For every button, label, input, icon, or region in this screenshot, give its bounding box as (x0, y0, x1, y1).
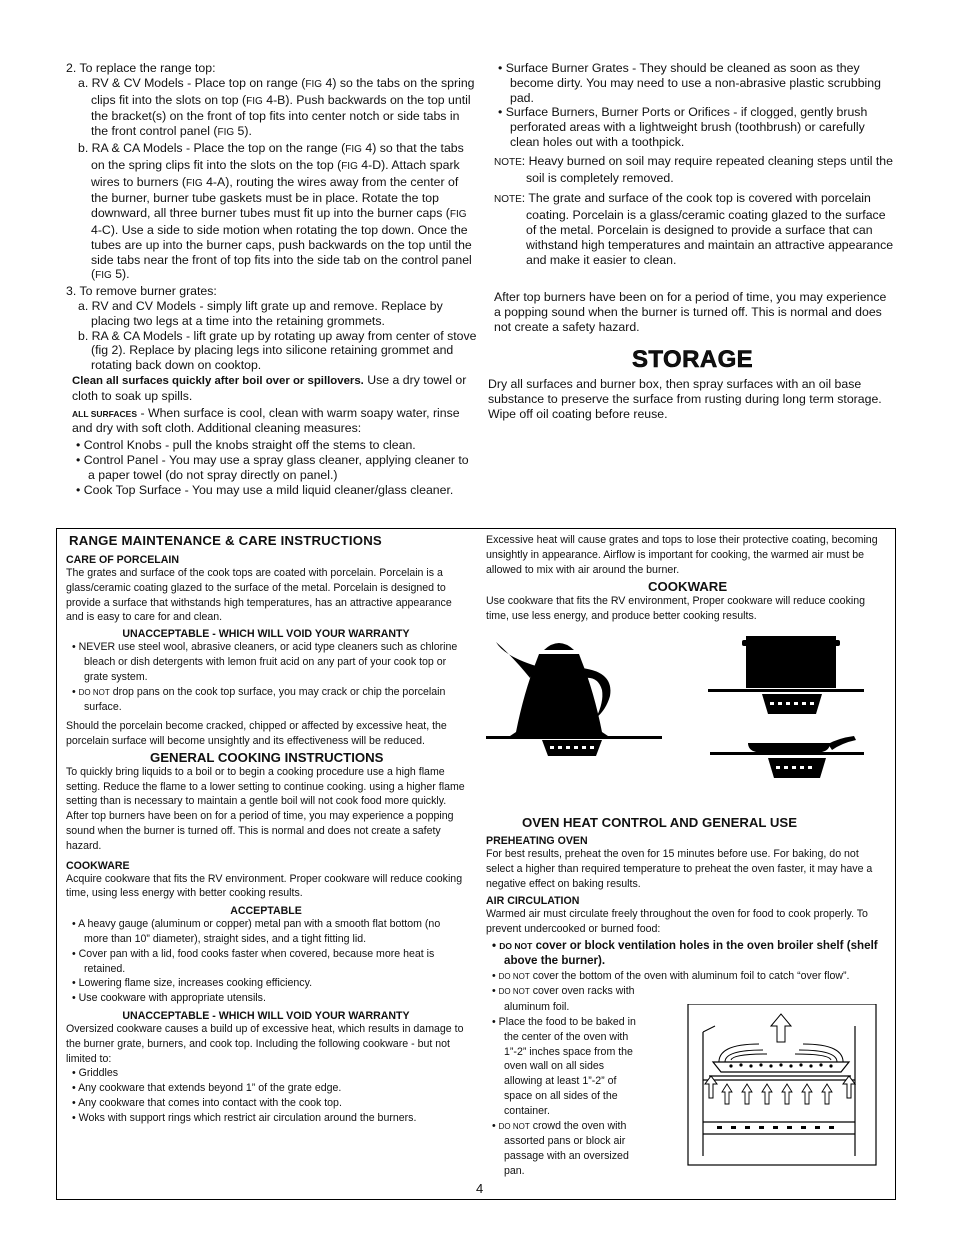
cookware-left-text: Acquire cookware that fits the RV environment. Proper cookware will reduce cooking time, using less energy with better cooking results. (66, 872, 463, 900)
air-circulation-text: Warmed air must circulate freely throughout the oven for food to cook properly. To prevent undercooked or burned food: (486, 908, 868, 936)
page-number: 4 (476, 1181, 484, 1196)
burners-cleaning-bullet: • Surface Burners, Burner Ports or Orifices - if clogged, gently brush perforated areas with a lightweight brush (toothbrush) or carefully clean holes out with a toothpick. (498, 105, 868, 149)
note-porcelain: NOTE: The grate and surface of the cook top is covered with porcelain coating. Porcelain is a glass/ceramic coating glazed to the surface of the metal. Porcelain is designed to provide a surface that can withstand high temperatures and maintain an attractive appearance and make it easier to clean. (494, 191, 894, 267)
cookware-right-heading: COOKWARE (648, 579, 728, 595)
air-bullet-center: • Place the food to be baked in the center of the oven with 1”-2” inches space from the oven wall on all sides allowing at least 1”-2” of space on all sides of the container. (492, 1015, 636, 1117)
cleaning-bullet: • Control Knobs - pull the knobs straight off the stems to clean. (76, 438, 416, 453)
unacceptable-heading: UNACCEPTABLE - WHICH WILL VOID YOUR WARRANTY (122, 628, 410, 641)
general-cooking-heading: GENERAL COOKING INSTRUCTIONS (150, 749, 384, 765)
acceptable-bullet: • Cover pan with a lid, food cooks faster when covered, because more heat is retained. (72, 947, 435, 975)
unacceptable-bullet: • NEVER use steel wool, abrasive cleaners, or acid type cleaners such as chlorine bleach or dish detergents with lemon fruit acid on any part of your cook top or grate system. (72, 641, 458, 683)
cookware-right-text: Use cookware that fits the RV environment, Proper cookware will reduce cooking time, use less energy, and produce better cooking results. (486, 595, 866, 623)
all-surfaces-paragraph: ALL SURFACES - When surface is cool, clean with warm soapy water, rinse and dry with soft cloth. Additional cleaning measures: (72, 405, 460, 436)
cleaning-bullet: • Control Panel - You may use a spray glass cleaner, applying cleaner to a paper towel (do not spray directly on panel.) (76, 452, 469, 482)
oven-airflow-illustration (659, 1004, 879, 1166)
air-bullet-ventilation: • DO NOT cover or block ventilation holes in the oven broiler shelf (shelf above the burner). (492, 938, 878, 967)
top-left-column (66, 61, 478, 497)
oversized-bullet: • Woks with support rings which restrict air circulation around the burners. (72, 1111, 417, 1124)
oversized-cookware-text: Oversized cookware causes a build up of excessive heat, which results in damage to the burner grate, burners, and cook top. Including the following cookware - but not limited to: (66, 1022, 464, 1065)
storage-title: STORAGE (632, 346, 754, 373)
cookware-illustration (484, 632, 864, 792)
coffee-pot-icon (486, 642, 662, 756)
maintenance-title: RANGE MAINTENANCE & CARE INSTRUCTIONS (69, 533, 382, 548)
rv-cv-top-instruction: a. RV & CV Models - Place top on range (FIG 4) so the tabs on the spring clips fit into the slots on top (FIG 4-B). Push backwards on the top until the bracket(s) on the front of top fits into center notch or side tabs in the front control panel (FIG 5). (78, 75, 475, 139)
frying-pan-icon (710, 736, 864, 778)
air-bullet-foil: • DO NOT cover the bottom of the oven with aluminum foil to catch “over flow”. (492, 969, 850, 982)
storage-text: Dry all surfaces and burner box, then spray surfaces with an oil base substance to preserve the surface from rusting during long term storage. Wipe off oil coating before reuse. (488, 377, 882, 421)
cookware-left-heading: COOKWARE (66, 859, 130, 872)
clean-spills-paragraph: Clean all surfaces quickly after boil over or spillovers. Use a dry towel or cloth to soak up spills. (72, 372, 467, 403)
grates-cleaning-bullet: • Surface Burner Grates - They should be cleaned as soon as they become dirty. You may need to use a non-abrasive plastic scrubbing pad. (498, 61, 881, 105)
stock-pot-icon (708, 636, 864, 714)
popping-sound-paragraph: After top burners have been on for a period of time, you may experience a popping sound when the burner is turned off. This is normal and does not create a safety hazard. (494, 290, 887, 334)
unacceptable-bullet: • DO NOT drop pans on the cook top surface, you may crack or chip the porcelain surface. (72, 685, 446, 714)
cleaning-bullet: • Cook Top Surface - You may use a mild liquid cleaner/glass cleaner. (76, 482, 454, 497)
box-left-column (66, 533, 466, 1126)
ra-ca-grates-instruction: b. RA & CA Models - lift grate up by rotating up away from center of stove (fig 2). Replace by placing legs into silicone retaining grommet and rotating back down on cooktop. (78, 328, 477, 373)
rv-cv-grates-instruction: a. RV and CV Models - simply lift grate up and remove. Replace by placing two legs at a time into the retaining grommets. (78, 298, 443, 328)
air-bullet-crowd: • DO NOT crowd the oven with assorted pans or block air passage with an oversized pan. (492, 1119, 629, 1177)
preheating-heading: PREHEATING OVEN (486, 835, 588, 847)
oven-heat-heading: OVEN HEAT CONTROL AND GENERAL USE (522, 815, 798, 830)
acceptable-bullet: • A heavy gauge (aluminum or copper) metal pan with a smooth flat bottom (no more than 10” diameter), straight sides, and a tight fitting lid. (72, 918, 441, 945)
excessive-heat-text: Excessive heat will cause grates and tops to lose their protective coating, becoming unsightly in appearance. Airflow is important for cooking, the warmed air must be allowed to mix with air around the burner. (486, 534, 878, 576)
unacceptable-warranty-heading: UNACCEPTABLE - WHICH WILL VOID YOUR WARRANTY (122, 1009, 410, 1022)
oversized-bullet: • Any cookware that extends beyond 1” of the grate edge. (72, 1082, 342, 1095)
acceptable-bullet: • Lowering flame size, increases cooking efficiency. (72, 977, 313, 990)
replace-range-top-step: 2. To replace the range top: (66, 61, 216, 75)
oversized-bullet: • Any cookware that comes into contact with the cook top. (72, 1096, 342, 1109)
acceptable-heading: ACCEPTABLE (230, 905, 302, 918)
box-right-column (486, 533, 888, 624)
cracked-porcelain-text: Should the porcelain become cracked, chipped or affected by excessive heat, the porcelain surface will become unsightly and its effectiveness will be reduced. (66, 720, 447, 747)
top-right-column (494, 61, 894, 335)
remove-grates-step: 3. To remove burner grates: (66, 284, 217, 299)
general-cooking-text: To quickly bring liquids to a boil or to begin a cooking procedure use a high flame setting. Reduce the flame to a lower setting to continue cooking. using a higher flame setting than is necessary to maintain a gentle boil will not cook food more quickly. After top burners have been on for a period of time, you may experience a popping sound when the burner is turned off. This is normal and does not create a safety hazard. (66, 765, 465, 852)
care-porcelain-text: The grates and surface of the cook tops are coated with porcelain. Porcelain is a glass/ceramic coating glazed to the surface of the metal. Porcelain is designed to provide a surface that withstands high temperatures, has an attractive appearance and is easy to care for and clean. (66, 567, 452, 624)
acceptable-bullet: • Use cookware with appropriate utensils. (72, 992, 266, 1005)
air-circulation-heading: AIR CIRCULATION (486, 895, 580, 908)
preheating-text: For best results, preheat the oven for 15 minutes before use. For baking, do not select a higher than required temperature to preheat the oven faster, it may have a negative effect on baking results. (486, 848, 873, 890)
air-bullet-racks: • DO NOT cover oven racks with aluminum foil. (492, 985, 635, 1014)
ra-ca-top-instruction: b. RA & CA Models - Place the top on the range (FIG 4) so that the tabs on the spring clips fit into the slots on the top (FIG 4-D). Attach spark wires to burners (FIG 4-A), routing the wires away from the center of the burner, burner tube gaskets must be in place. Rotate the top downward, all three burner tubes must fit up into the burner caps (FIG 4-C). Use a side to side motion when rotating the top down. Once the tubes are up into the burner caps, push backwards on the top until the side tabs near the front of top fits into the side tab on the control panel (FIG 5). (78, 140, 472, 282)
oversized-bullet: • Griddles (72, 1067, 119, 1080)
care-porcelain-heading: CARE OF PORCELAIN (66, 554, 180, 566)
note-heavy-soil: NOTE: Heavy burned on soil may require repeated cleaning steps until the soil is completely removed. (494, 153, 893, 185)
